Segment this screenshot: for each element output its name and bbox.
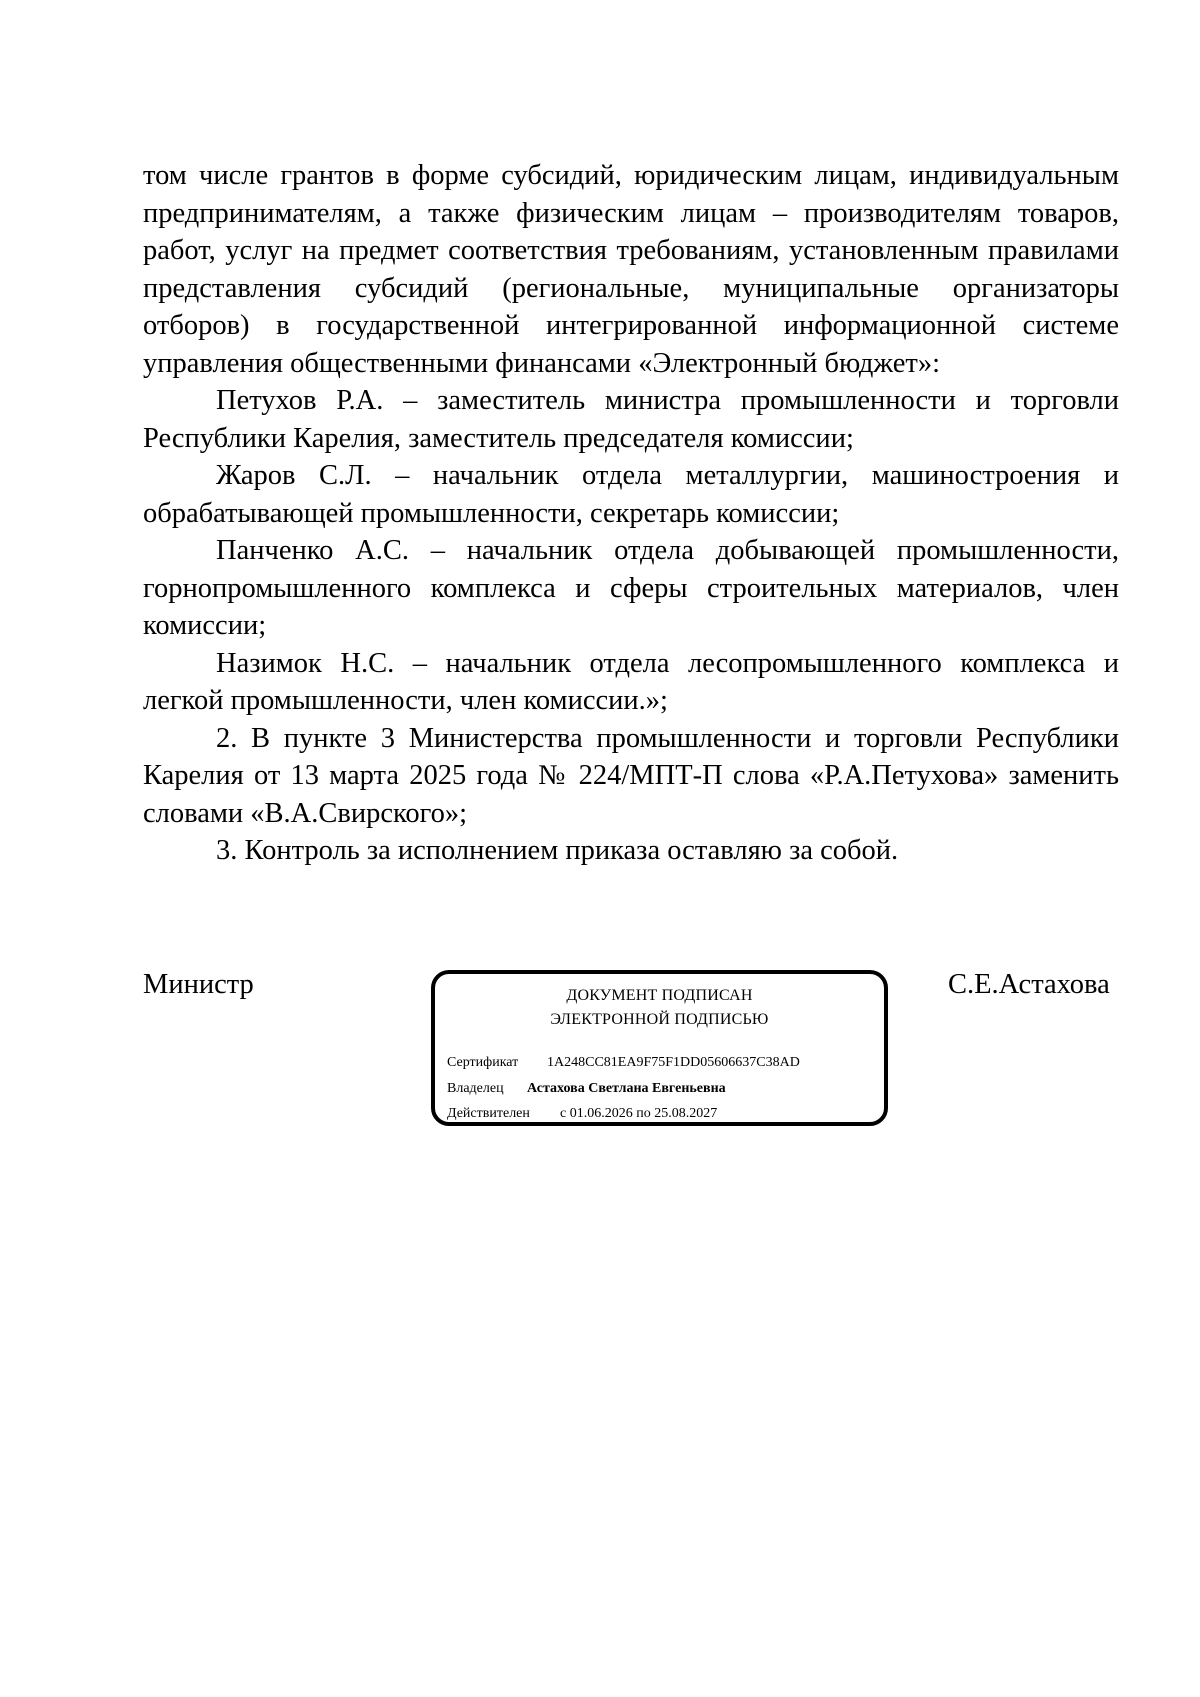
signer-name: С.Е.Астахова [948,969,1110,1000]
electronic-signature-stamp [431,970,888,1126]
paragraph-member-panchenko: Панченко А.С. – начальник отдела добывающей промышленности, горнопромышленного комплекса и сферы строительных материалов, член комиссии; [143,535,1119,641]
stamp-validity-label: Действителен [447,1106,530,1121]
stamp-owner-row [447,1080,726,1098]
stamp-certificate-value: 1A248CC81EA9F75F1DD05606637C38AD [547,1055,800,1070]
paragraph-member-nazimok: Назимок Н.С. – начальник отдела лесопромышленного комплекса и легкой промышленности, член комиссии.»; [143,647,1119,716]
stamp-validity-row [447,1105,717,1123]
paragraph-item-2: 2. В пункте 3 Министерства промышленности и торговли Республики Карелия от 13 марта 2025 года № 224/МПТ-П слова «Р.А.Петухова» заменить словами «В.А.Свирского»; [143,722,1119,829]
stamp-validity-value: с 01.06.2026 по 25.08.2027 [560,1106,718,1121]
stamp-certificate-label: Сертификат [447,1055,519,1070]
paragraph-item-3: 3. Контроль за исполнением приказа оставляю за собой. [216,835,899,866]
stamp-title-line-2: ЭЛЕКТРОННОЙ ПОДПИСЬЮ [550,1011,769,1028]
stamp-owner-value: Астахова Светлана Евгеньевна [527,1081,726,1096]
stamp-owner-label: Владелец [447,1081,504,1096]
stamp-certificate-row [447,1054,800,1072]
stamp-title [435,984,884,1032]
paragraph-member-zharov: Жаров С.Л. – начальник отдела металлургии, машиностроения и обрабатывающей промышленности, секретарь комиссии; [143,460,1119,529]
stamp-title-line-1: ДОКУМЕНТ ПОДПИСАН [566,987,753,1004]
paragraph-member-petukhov: Петухов Р.А. – заместитель министра промышленности и торговли Республики Карелия, заместитель председателя комиссии; [143,385,1119,454]
document-body [143,157,1119,870]
paragraph-intro: том числе грантов в форме субсидий, юридическим лицам, индивидуальным предпринимателям, а также физическим лицам – производителям товаров, работ, услуг на предмет соответствия требованиям, установленным правилами представления субсидий (региональные, муниципальные организаторы отборов) в государственной интегрированной информационной системе управления общественными финансами «Электронный бюджет»: [143,160,1119,379]
signer-position: Министр [143,969,254,1000]
